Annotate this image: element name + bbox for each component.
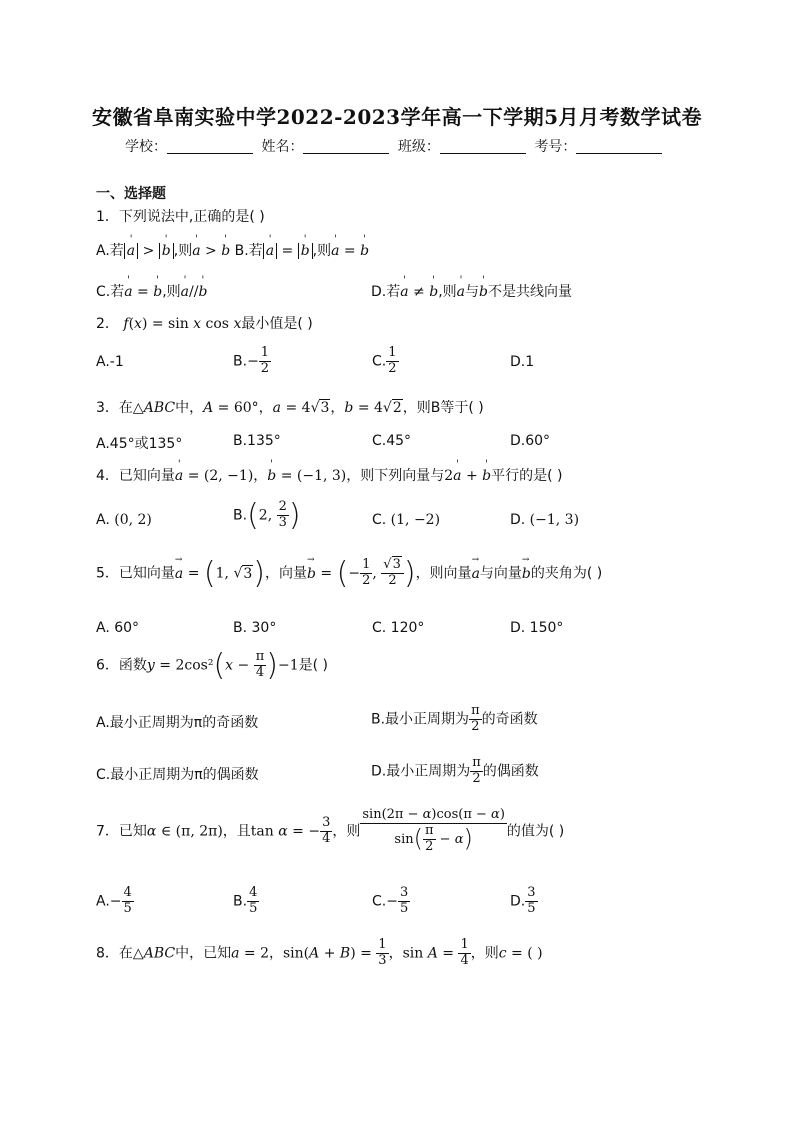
question-4-option-d: D. (−1, 3) [510,512,580,528]
school-label: 学校： [125,139,167,155]
question-5-option-a: A. 60° [96,620,140,636]
question-8-stem: 8．在△ABC中，已知a = 2，sin(A + B) = $\frac{1}{3}$ ，sin A = $\frac{1}{4}$ ，则c = ( ) [96,937,543,968]
question-5-option-c: C. 120° [372,620,425,636]
question-4-option-c: C. (1, −2) [372,512,441,528]
question-7-option-c: C.− $\frac{3}{5}$ [372,885,409,916]
question-2-stem: 2． f(x) = sin x cos x最小值是( ) [96,316,313,332]
question-6-option-d: D.最小正周期为 $\frac{\pi}{2}$ 的偶函数 [371,755,539,786]
question-7-stem: 7．已知α ∈ (π, 2π)，且tan α = − $\frac{3}{4}$ ，则 sin(2π − α)cos(π − α) sin( $\frac{\pi}{2}$ − α) 的值为( ) [96,807,565,854]
question-4-stem: 4．已知向量' a = (2, −1)，' b = (−1, 3)，则下列向量与2' a + ' b平行的是( ) [96,465,563,485]
question-2-option-b: B.− $\frac{1}{2}$ [233,345,270,376]
school-blank[interactable] [167,139,253,154]
exam-title: 安徽省阜南实验中学2022-2023学年高一下学期5月月考数学试卷 [91,105,703,129]
question-7-option-a: A.− $\frac{4}{5}$ [96,885,132,916]
question-2-option-a: A.-1 [96,354,124,370]
question-5-option-b: B. 30° [233,620,277,636]
section-heading: 一、选择题 [96,186,166,202]
question-3-stem: 3．在△ABC中，A = 60°，a = 4√3，b = 4√2，则B等于( ) [96,400,484,416]
question-3-option-a: A.45°或135° [96,436,183,452]
question-6-option-a: A.最小正周期为π的奇函数 [96,715,259,731]
class-blank[interactable] [440,139,526,154]
question-7-option-b: B. $\frac{4}{5}$ [233,885,258,916]
class-label: 班级： [397,139,440,155]
question-6-option-b: B.最小正周期为 $\frac{\pi}{2}$ 的奇函数 [371,703,538,734]
question-4-option-a: A. (0, 2) [96,512,152,528]
question-6-stem: 6．函数y = 2cos²(x − $\frac{\pi}{4}$ )−1是( ) [96,648,328,683]
question-3-option-b: B.135° [233,433,281,449]
question-3-option-c: C.45° [372,433,412,449]
question-7-option-d: D. $\frac{3}{5}$ [510,885,536,916]
student-info-line [125,136,666,156]
question-4-option-b: B.(2, $\frac{2}{3}$ ) [233,498,301,533]
exam-number-label: 考号： [534,139,577,155]
question-3-option-d: D.60° [510,433,551,449]
name-label: 姓名： [261,139,304,155]
name-blank[interactable] [303,139,389,154]
question-1-option-c: C.若' a = ' b,则' a//' b [96,281,207,301]
question-5-stem: 5．已知向量→ a = (1, √3)，向量→ b = (− $\frac{1}{2}$ , $\frac{√3}{2}$ )，则向量→ a与向量→ b的夹角为( ) [96,556,602,591]
question-1-stem: 1．下列说法中,正确的是( ) [96,209,265,225]
exam-number-blank[interactable] [576,139,662,154]
question-2-option-c: C. $\frac{1}{2}$ [372,345,397,376]
question-1-options-ab: A.若' a > ' b ,则' a > ' b B.若' a = ' b ,则' a = ' b [96,240,369,260]
question-2-option-d: D.1 [510,354,535,370]
question-5-option-d: D. 150° [510,620,564,636]
question-1-option-d: D.若' a ≠ ' b,则' a与' b不是共线向量 [371,281,572,301]
question-6-option-c: C.最小正周期为π的偶函数 [96,767,259,783]
